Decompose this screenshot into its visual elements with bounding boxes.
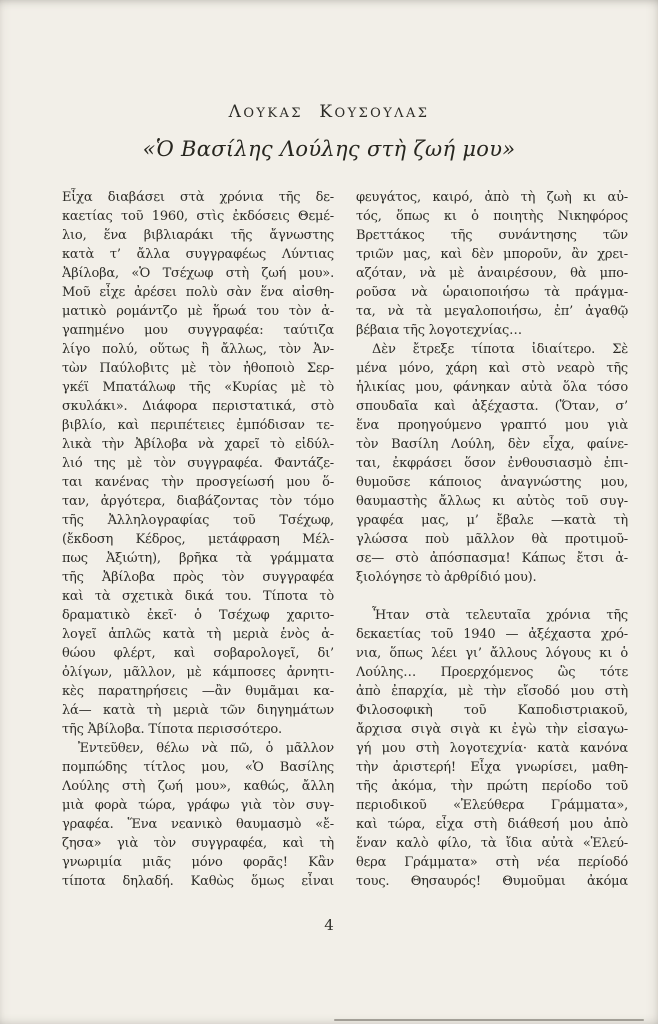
text-line: ἡλικίας μου, φάνηκαν αὐτὰ ὅλα τόσο xyxy=(356,380,628,395)
text-line: περιοδικοῦ «Ἐλεύθερα Γράμματα», xyxy=(356,798,628,813)
text-line: λικὰ τὴν Ἀβίλοβα νὰ χαρεῖ τὸ εἰδύλ- xyxy=(62,437,334,452)
text-line: λά— κατὰ τὴ μεριὰ τῶν διηγημάτων xyxy=(62,703,334,718)
text-line: λιό της μὲ τὸν συγγραφέα. Φαντάζε- xyxy=(62,456,334,471)
text-line: αζόταν, νὰ μὲ ἀναιρέσουν, θὰ μπο- xyxy=(356,266,628,281)
article-title: «Ὁ Βασίλης Λούλης στὴ ζωή μου» xyxy=(142,137,516,161)
text-line: καὶ τώρα, εἶχα στὴ διάθεσή μου ἀπὸ xyxy=(356,817,628,832)
text-line: σκυλάκι». Διάφορα περιστατικά, στὸ xyxy=(62,399,334,414)
text-line: Ἐντεῦθεν, θέλω νὰ πῶ, ὁ μᾶλλον xyxy=(78,741,334,756)
text-line: ἕναν καλὸ φίλο, τὰ ἴδια αὐτὰ «Ἐλεύ- xyxy=(356,836,628,851)
paragraph xyxy=(356,340,628,587)
text-line: ταν, ἀργότερα, διαβάζοντας τὸν τόμο xyxy=(62,494,334,509)
text-line: γραφέα. Ἕνα νεανικὸ θαυμασμὸ «ἔ- xyxy=(62,817,334,832)
text-line: πως Ἀξιώτη), βρῆκα τὰ γράμματα xyxy=(62,551,334,566)
text-line: ται κανένας τὴν προσγείωσή μου ὅ- xyxy=(62,475,334,490)
text-line: τους. Θησαυρός! Θυμοῦμαι ἀκόμα xyxy=(356,874,628,889)
text-line: ξιολόγησε τὸ ἀρθρίδιό μου). xyxy=(356,570,537,585)
text-line: Εἶχα διαβάσει στὰ χρόνια τῆς δε- xyxy=(62,190,334,205)
text-line: θώου φλέρτ, καὶ σοβαρολογεῖ, δι’ xyxy=(62,646,334,661)
text-line: δραματικὸ ἐκεῖ· ὁ Τσέχωφ χαριτο- xyxy=(62,608,334,623)
paragraph xyxy=(62,188,334,739)
paragraph xyxy=(356,188,628,340)
text-line: λιο, ἕνα βιβλιαράκι τῆς ἄγνωστης xyxy=(62,228,334,243)
text-line: σε— στὸ ἀπόσπασμα! Κάπως ἔτσι ἀ- xyxy=(356,551,628,566)
scan-artifact-line xyxy=(334,1019,644,1021)
text-line: τα, νὰ τὰ μεγαλοποιήσω, ἐπ’ ἀγαθῷ xyxy=(356,304,628,319)
text-line: βιβλίο, καὶ περιπέτειες ἐμπόδισαν τε- xyxy=(62,418,334,433)
text-line: Λούλης στὴ ζωή μου», καθώς, ἄλλη xyxy=(62,779,334,794)
text-line: λογεῖ ἁπλῶς κατὰ τὴ μεριὰ ἑνὸς ἀ- xyxy=(62,627,334,642)
text-line: γκέϊ Μπατάλωφ τῆς «Κυρίας μὲ τὸ xyxy=(62,380,334,395)
text-line: ροῦσα νὰ ὡραιοποιήσω τὰ πράγμα- xyxy=(356,285,628,300)
text-line: Μοῦ εἶχε ἀρέσει πολὺ σὰν ἕνα αἰσθη- xyxy=(62,285,334,300)
text-line: θυμοῦσε κάποιος ἀναγνώστης μου, xyxy=(356,475,628,490)
text-line: θερα Γράμματα» στὴ νέα περίοδό xyxy=(356,855,628,870)
text-line: γαπημένο μου συγγραφέα: ταύτιζα xyxy=(62,323,334,338)
text-columns xyxy=(62,188,628,891)
right-column xyxy=(356,188,628,891)
text-line: σπουδαῖα καὶ ἀξέχαστα. (Ὅταν, σ’ xyxy=(356,399,628,414)
text-line: νια, ὅπως λέει γι’ ἄλλους λόγους κι ὁ xyxy=(356,646,628,661)
paragraph xyxy=(62,739,334,891)
text-line: τῆς Ἀλληλογραφίας τοῦ Τσέχωφ, xyxy=(62,513,334,528)
text-line: ὀλίγων, μᾶλλον, μὲ κάμποσες ἀρνητι- xyxy=(62,665,334,680)
text-line: γή μου στὴ λογοτεχνία· κατὰ κανόνα xyxy=(356,741,628,756)
text-line: δεκαετίας τοῦ 1940 — ἀξέχαστα χρό- xyxy=(356,627,628,642)
text-line: βέβαια τῆς λογοτεχνίας… xyxy=(356,323,522,338)
text-line: ἕνα προηγούμενο γραπτό μου γιὰ xyxy=(356,418,628,433)
left-column xyxy=(62,188,334,891)
text-line: γνωριμία μιᾶς μόνο φορᾶς! Κἂν xyxy=(62,855,334,870)
author-name xyxy=(0,102,658,122)
text-line: τὼν Παύλοβιτς μὲ τὸν ἠθοποιὸ Σερ- xyxy=(62,361,334,376)
text-line: γλώσσα ποὺ μᾶλλον θὰ προτιμοῦ- xyxy=(356,532,628,547)
text-line: θαυμαστὴς ἄλλως κι αὐτὸς τοῦ συγ- xyxy=(356,494,628,509)
text-line: κατὰ τ’ ἄλλα συγγραφέως Λύντιας xyxy=(62,247,334,262)
text-line: τῆς Ἀβίλοβα. Τίποτα περισσότερο. xyxy=(62,722,282,737)
text-line: τῆς ἀκόμα, τὴν πρώτη περίοδο τοῦ xyxy=(356,779,628,794)
text-line: Ἦταν στὰ τελευταῖα χρόνια τῆς xyxy=(372,608,628,623)
text-line: Φιλοσοφικὴ τοῦ Καποδιστριακοῦ, xyxy=(356,703,628,718)
text-line: μιὰ φορὰ τώρα, γράφω γιὰ τὸν συγ- xyxy=(62,798,334,813)
text-line: ματικὸ ρομάντζο μὲ ἥρωά του τὸν ἀ- xyxy=(62,304,334,319)
text-line: καετίας τοῦ 1960, στὶς ἐκδόσεις Θεμέ- xyxy=(62,209,334,224)
text-line: φευγάτος, καιρό, ἀπὸ τὴ ζωὴ κι αὐ- xyxy=(356,190,628,205)
page-number: 4 xyxy=(324,916,334,934)
text-line: ται, ἐκφράσει ὅσον ἐνθουσιασμὸ ἐπι- xyxy=(356,456,628,471)
text-line: ἀπὸ ἐπαρχία, μὲ τὴν εἴσοδό μου στὴ xyxy=(356,684,628,699)
author-first-name: ΛΟΥΚΑΣ xyxy=(228,102,303,122)
text-line: Βρεττάκος τῆς συνάντησης τῶν xyxy=(356,228,628,243)
text-line: κὲς παρατηρήσεις —ἂν θυμᾶμαι κα- xyxy=(62,684,334,699)
text-line: Ἀβίλοβα, «Ὁ Τσέχωφ στὴ ζωή μου». xyxy=(62,266,334,281)
text-line: (ἔκδοση Κέδρος, μετάφραση Μέλ- xyxy=(62,532,334,547)
text-line: τὴν ἀριστερή! Εἶχα γνωρίσει, μαθη- xyxy=(356,760,628,775)
text-line: λίγο πολύ, οὕτως ἢ ἄλλως, τὸν Ἀν- xyxy=(62,342,334,357)
text-line: Λούλης… Προερχόμενος ὣς τότε xyxy=(356,665,628,680)
text-line: τίποτα δηλαδή. Καθὼς ὅμως εἶναι xyxy=(62,874,334,889)
text-line: τὸν Βασίλη Λούλη, δὲν εἶχα, φαίνε- xyxy=(356,437,628,452)
text-line: τῆς Ἀβίλοβα πρὸς τὸν συγγραφέα xyxy=(62,570,334,585)
text-line: ζησα» γιὰ τὸν συγγραφέα, καὶ τὴ xyxy=(62,836,334,851)
text-line: μένα μόνο, χάρη καὶ στὸ νεαρὸ τῆς xyxy=(356,361,628,376)
text-line: ἄρχισα σιγὰ σιγὰ κι ἐγὼ τὴν εἰσαγω- xyxy=(356,722,628,737)
text-line: καὶ τὰ σχετικὰ δικά του. Τίποτα τὸ xyxy=(62,589,334,604)
text-line: γραφέα μας, μ’ ἔβαλε —κατὰ τὴ xyxy=(356,513,628,528)
paragraph xyxy=(356,606,628,891)
text-line: τός, ὅπως κι ὁ ποιητὴς Νικηφόρος xyxy=(356,209,628,224)
text-line: Δὲν ἔτρεξε τίποτα ἰδιαίτερο. Σὲ xyxy=(372,342,628,357)
text-line: πομπώδης τίτλος μου, «Ὁ Βασίλης xyxy=(62,760,334,775)
text-line: τριῶν μας, καὶ δὲν μποροῦν, ἂν χρει- xyxy=(356,247,628,262)
author-last-name: ΚΟΥΣΟΥΛΑΣ xyxy=(319,102,430,122)
